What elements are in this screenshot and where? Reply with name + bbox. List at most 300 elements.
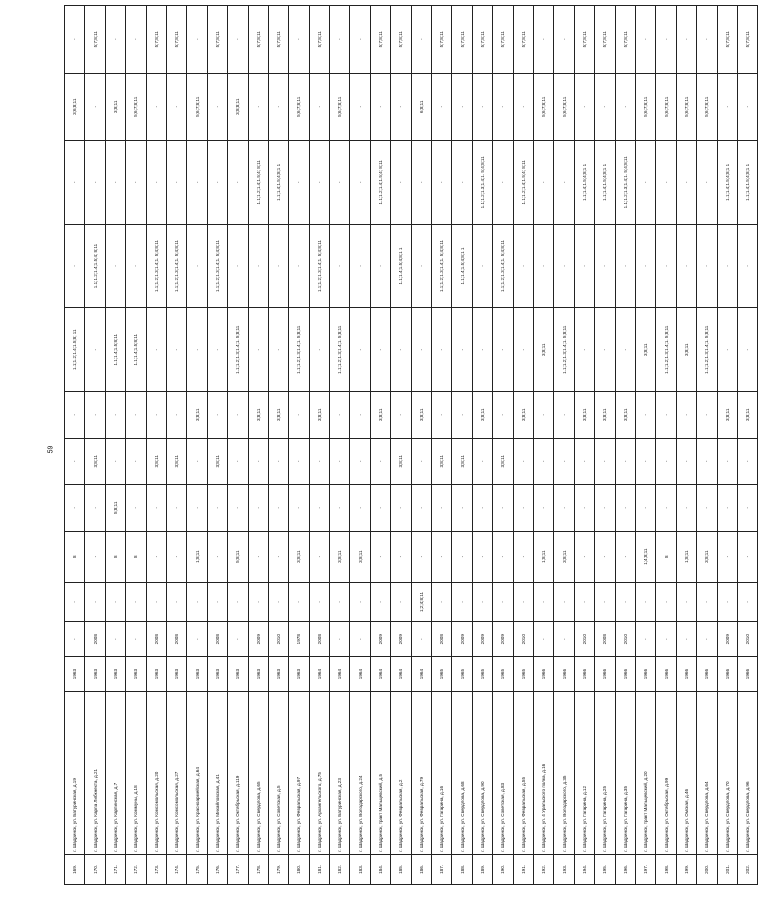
value-cell: - (309, 582, 329, 622)
row-number-cell: 192. (533, 854, 553, 884)
value-cell: - (65, 224, 85, 308)
value-cell: - (513, 308, 533, 392)
value-cell: - (330, 224, 350, 308)
value-cell: - (166, 485, 186, 532)
value-cell: - (635, 582, 655, 622)
address-cell: г. Шадринск, ул. Октябрьская, д.99 (656, 692, 676, 855)
value-cell: 1966 (554, 657, 574, 692)
value-cell: - (248, 531, 268, 582)
value-cell: - (432, 485, 452, 532)
row-number-cell: 180. (289, 854, 309, 884)
value-cell: - (452, 485, 472, 532)
value-cell: 2009 (452, 622, 472, 657)
row-number-cell: 188. (452, 854, 472, 884)
row-number-cell: 171. (105, 854, 125, 884)
address-cell: г. Шадринск, ул. Батуринская, д.19 (65, 692, 85, 855)
value-cell: 1.1;1.4;1.5;4;8;1 1 (268, 140, 288, 224)
address-cell: г. Шадринск, ул. Карпинская, д.7 (105, 692, 125, 855)
row-number-cell: 194. (574, 854, 594, 884)
value-cell: 1963 (289, 657, 309, 692)
value-cell: - (350, 485, 370, 532)
row-number-cell: 175. (187, 854, 207, 884)
table-row (574, 6, 594, 885)
value-cell: - (309, 73, 329, 140)
value-cell: - (207, 582, 227, 622)
value-cell: - (370, 438, 390, 485)
value-cell: - (697, 224, 717, 308)
value-cell: 5;7;8;11 (268, 6, 288, 74)
address-cell: г. Шадринск, ул. Омская, д.46 (676, 692, 696, 855)
row-number-cell: 197. (635, 854, 655, 884)
value-cell: - (146, 308, 166, 392)
value-cell: 3;8;11 (513, 392, 533, 439)
value-cell: 3;8;11 (472, 392, 492, 439)
value-cell: - (126, 582, 146, 622)
value-cell: - (309, 531, 329, 582)
value-cell: - (65, 392, 85, 439)
row-number-cell: 198. (656, 854, 676, 884)
value-cell: - (126, 485, 146, 532)
table-row (187, 6, 207, 885)
value-cell: - (452, 392, 472, 439)
row-number-cell: 193. (554, 854, 574, 884)
value-cell: - (737, 582, 757, 622)
address-cell: г. Шадринск, ул. Октябрьская, д.119 (228, 692, 248, 855)
value-cell: - (391, 485, 411, 532)
value-cell: - (737, 438, 757, 485)
value-cell: 2008 (432, 622, 452, 657)
value-cell: - (268, 308, 288, 392)
value-cell: - (493, 140, 513, 224)
table-row (615, 6, 635, 885)
value-cell: - (166, 308, 186, 392)
value-cell: - (207, 308, 227, 392)
value-cell: - (635, 6, 655, 74)
address-cell: г. Шадринск, ул. Февральская, д.55 (513, 692, 533, 855)
value-cell: 2009 (717, 622, 737, 657)
value-cell: 2010 (615, 622, 635, 657)
value-cell: - (146, 485, 166, 532)
row-number-cell: 170. (85, 854, 105, 884)
value-cell: - (554, 6, 574, 74)
value-cell: - (717, 582, 737, 622)
value-cell: - (105, 140, 125, 224)
value-cell: - (187, 438, 207, 485)
row-number-cell: 196. (615, 854, 635, 884)
table-row (207, 6, 227, 885)
value-cell: - (656, 392, 676, 439)
value-cell: 1964 (350, 657, 370, 692)
value-cell: 1963 (166, 657, 186, 692)
value-cell: - (248, 308, 268, 392)
value-cell: - (472, 438, 492, 485)
value-cell: - (717, 438, 737, 485)
value-cell: 1.1;1.2;1.3;1.4;1. 5;4;8;11 (472, 140, 492, 224)
value-cell: - (411, 531, 431, 582)
value-cell: - (574, 531, 594, 582)
value-cell: - (146, 582, 166, 622)
table-row (350, 6, 370, 885)
value-cell: 2010 (574, 622, 594, 657)
value-cell: - (472, 485, 492, 532)
value-cell: 1.1;1.4;1.5;8;11 (126, 308, 146, 392)
value-cell: - (85, 582, 105, 622)
value-cell: 5;6;7;8;11 (289, 73, 309, 140)
value-cell: - (452, 582, 472, 622)
value-cell: 8 (656, 531, 676, 582)
value-cell: - (228, 582, 248, 622)
value-cell: - (330, 582, 350, 622)
value-cell: - (207, 73, 227, 140)
address-cell: г. Шадринск, ул. Володарского, д.35 (554, 692, 574, 855)
value-cell: - (166, 582, 186, 622)
value-cell: - (105, 224, 125, 308)
value-cell: - (452, 308, 472, 392)
value-cell: - (717, 308, 737, 392)
value-cell: 2010 (268, 622, 288, 657)
value-cell: - (493, 531, 513, 582)
address-cell: г. Шадринск, ул. Свердлова, д.96 (737, 692, 757, 855)
value-cell: 1.1;1.2;1.3;1.4;1. 5;8;11 (228, 308, 248, 392)
value-cell: - (248, 485, 268, 532)
table-row (554, 6, 574, 885)
value-cell: - (268, 438, 288, 485)
value-cell: 3;8;11 (350, 531, 370, 582)
value-cell: - (411, 140, 431, 224)
value-cell: - (309, 308, 329, 392)
value-cell: - (391, 308, 411, 392)
address-cell: г. Шадринск, ул. Комсомольская, д.27 (166, 692, 186, 855)
value-cell: - (330, 438, 350, 485)
value-cell: - (65, 622, 85, 657)
value-cell: 1.1;1.4;1.5;4;8;1 1 (391, 224, 411, 308)
value-cell: - (187, 308, 207, 392)
value-cell: - (207, 392, 227, 439)
value-cell: 5;7;8;11 (717, 6, 737, 74)
row-number-cell: 177. (228, 854, 248, 884)
value-cell: - (85, 485, 105, 532)
value-cell: - (676, 140, 696, 224)
value-cell: 1.1;1.4;1.5;4;8;1 1 (452, 224, 472, 308)
table-row (432, 6, 452, 885)
value-cell: 1.1;1.2;1.4;1.5;4; 8;11 (85, 224, 105, 308)
value-cell: - (676, 582, 696, 622)
value-cell: 3;8;11 (105, 73, 125, 140)
value-cell: 1966 (635, 657, 655, 692)
value-cell: - (717, 73, 737, 140)
table-row (513, 6, 533, 885)
value-cell: - (289, 438, 309, 485)
value-cell: - (513, 438, 533, 485)
value-cell: 2010 (737, 622, 757, 657)
value-cell: 1965 (472, 657, 492, 692)
value-cell: - (493, 392, 513, 439)
address-cell: г. Шадринск, ул. Февральская, д.97 (289, 692, 309, 855)
value-cell: 1;8;11 (676, 531, 696, 582)
value-cell: - (432, 140, 452, 224)
value-cell: - (635, 392, 655, 439)
address-cell: г. Шадринск, ул. Коммуны, д.18 (126, 692, 146, 855)
row-number-cell: 174. (166, 854, 186, 884)
table-row (248, 6, 268, 885)
value-cell: 1966 (697, 657, 717, 692)
table-row (65, 6, 85, 885)
value-cell: - (533, 140, 553, 224)
value-cell: - (615, 308, 635, 392)
table-row (105, 6, 125, 885)
value-cell: 1.1;1.2;1.4;1.5;4; 8;11 (513, 140, 533, 224)
row-number-cell: 184. (370, 854, 390, 884)
address-cell: г. Шадринск, ул. Батуринская, д.23 (330, 692, 350, 855)
value-cell: 3;8;11 (595, 392, 615, 439)
value-cell: - (309, 485, 329, 532)
value-cell: - (737, 224, 757, 308)
value-cell: - (595, 582, 615, 622)
table-row (452, 6, 472, 885)
value-cell: 8 (126, 531, 146, 582)
row-number-cell: 199. (676, 854, 696, 884)
value-cell: - (554, 485, 574, 532)
value-cell: 6;8;11 (411, 73, 431, 140)
value-cell: - (533, 224, 553, 308)
value-cell: - (615, 224, 635, 308)
value-cell: - (248, 438, 268, 485)
address-cell: г. Шадринск, ул. Красноармейская, д.64 (187, 692, 207, 855)
value-cell: - (268, 485, 288, 532)
value-cell: - (615, 438, 635, 485)
value-cell: - (391, 73, 411, 140)
value-cell: 3;8;11 (166, 438, 186, 485)
row-number-cell: 169. (65, 854, 85, 884)
value-cell: - (228, 6, 248, 74)
housing-repair-table (64, 5, 758, 885)
value-cell: 1964 (370, 657, 390, 692)
value-cell: 1963 (126, 657, 146, 692)
value-cell: 5;7;8;11 (595, 6, 615, 74)
value-cell: - (533, 6, 553, 74)
value-cell: - (391, 140, 411, 224)
table-body (65, 6, 758, 885)
value-cell: - (350, 622, 370, 657)
value-cell: 3;8;11 (615, 392, 635, 439)
value-cell: 1;8;11 (187, 531, 207, 582)
value-cell: - (146, 140, 166, 224)
value-cell: - (289, 582, 309, 622)
value-cell: 3;8;11 (391, 438, 411, 485)
value-cell: - (350, 582, 370, 622)
value-cell: 2009 (248, 622, 268, 657)
value-cell: - (676, 392, 696, 439)
value-cell: - (554, 392, 574, 439)
value-cell: - (676, 438, 696, 485)
value-cell: - (187, 582, 207, 622)
address-cell: г. Шадринск, ул. Советская, д.5 (268, 692, 288, 855)
value-cell: - (717, 224, 737, 308)
value-cell: - (105, 6, 125, 74)
value-cell: - (615, 73, 635, 140)
value-cell: - (105, 582, 125, 622)
value-cell: - (737, 531, 757, 582)
value-cell: 1966 (737, 657, 757, 692)
value-cell: 5;7;8;11 (432, 6, 452, 74)
address-cell: г. Шадринск, ул. 4 Уральского полка, д.16 (533, 692, 553, 855)
table-row (697, 6, 717, 885)
value-cell: 1.1;1.2;1.3;1.4;1. 5;4;8;11 (432, 224, 452, 308)
value-cell: - (737, 485, 757, 532)
value-cell: 1.1;1.2;1.3;1.4;1. 5;4;8;11 (493, 224, 513, 308)
value-cell: - (350, 73, 370, 140)
address-cell: г. Шадринск, тракт Мальцевский, д.5 (370, 692, 390, 855)
value-cell: 1.1;1.2;1.4;1.5;4; 8;11 (370, 140, 390, 224)
value-cell: - (533, 392, 553, 439)
value-cell: 1963 (105, 657, 125, 692)
value-cell: - (187, 485, 207, 532)
value-cell: - (289, 485, 309, 532)
value-cell: - (85, 531, 105, 582)
value-cell: - (697, 392, 717, 439)
value-cell: 3;8;11 (146, 438, 166, 485)
row-number-cell: 200. (697, 854, 717, 884)
value-cell: - (146, 392, 166, 439)
value-cell: - (737, 308, 757, 392)
value-cell: 1.1;1.4;1.5;8;11 (105, 308, 125, 392)
value-cell: 3;8;11 (309, 392, 329, 439)
value-cell: 1.1;1.2;1.3;1.4;1. 5;8;11 (554, 308, 574, 392)
value-cell: - (615, 531, 635, 582)
value-cell: 5;7;8;11 (370, 6, 390, 74)
value-cell: 5;7;8;11 (452, 6, 472, 74)
value-cell: - (370, 308, 390, 392)
value-cell: 5;7;8;11 (574, 6, 594, 74)
value-cell: 2010 (513, 622, 533, 657)
address-cell: г. Шадринск, ул. Гагарина, д.35 (615, 692, 635, 855)
value-cell: - (309, 438, 329, 485)
table-row (493, 6, 513, 885)
value-cell: 3;8;11 (370, 392, 390, 439)
value-cell: - (513, 582, 533, 622)
value-cell: 1966 (676, 657, 696, 692)
value-cell: - (126, 140, 146, 224)
value-cell: 1.1;1.2;1.3;1.4;1. 5;4;8;11 (207, 224, 227, 308)
value-cell: 5;6;7;8;11 (676, 73, 696, 140)
value-cell: 3;8;11 (207, 438, 227, 485)
value-cell: - (656, 438, 676, 485)
address-cell: г. Шадринск, ул. Гагарина, д.16 (432, 692, 452, 855)
value-cell: - (391, 392, 411, 439)
value-cell: 2009 (370, 622, 390, 657)
value-cell: 1.1;1.2;1.3;1.4;1. 5;4;8;11 (615, 140, 635, 224)
value-cell: - (533, 438, 553, 485)
value-cell: 2008 (85, 622, 105, 657)
row-number-cell: 178. (248, 854, 268, 884)
value-cell: 1963 (228, 657, 248, 692)
row-number-cell: 173. (146, 854, 166, 884)
value-cell: - (228, 622, 248, 657)
value-cell: 1966 (717, 657, 737, 692)
value-cell: - (65, 438, 85, 485)
value-cell: - (513, 73, 533, 140)
value-cell: 1966 (574, 657, 594, 692)
value-cell: - (656, 622, 676, 657)
table-row (656, 6, 676, 885)
value-cell: - (411, 224, 431, 308)
value-cell: - (330, 140, 350, 224)
value-cell: - (656, 224, 676, 308)
value-cell: - (635, 224, 655, 308)
value-cell: - (166, 140, 186, 224)
value-cell: - (737, 73, 757, 140)
address-cell: г. Шадринск, ул. Свердлова, д.65 (248, 692, 268, 855)
address-cell: г. Шадринск, ул. Михайловская, д.41 (207, 692, 227, 855)
value-cell: - (289, 392, 309, 439)
value-cell: 5;6;7;8;11 (635, 73, 655, 140)
value-cell: - (330, 6, 350, 74)
value-cell: - (126, 438, 146, 485)
value-cell: - (146, 531, 166, 582)
value-cell: - (350, 438, 370, 485)
value-cell: - (248, 582, 268, 622)
value-cell: - (411, 6, 431, 74)
address-cell: г. Шадринск, ул. Володарского, д.24 (350, 692, 370, 855)
value-cell: - (697, 140, 717, 224)
table-row (126, 6, 146, 885)
value-cell: 3;8;11 (432, 438, 452, 485)
value-cell: 1963 (85, 657, 105, 692)
value-cell: - (370, 73, 390, 140)
value-cell: 1978 (289, 622, 309, 657)
value-cell: 1964 (411, 657, 431, 692)
row-number-cell: 187. (432, 854, 452, 884)
value-cell: 3;8;11 (574, 392, 594, 439)
value-cell: - (370, 582, 390, 622)
value-cell: 5;6;7;8;11 (187, 73, 207, 140)
rotated-table-container (64, 0, 751, 905)
value-cell: - (330, 392, 350, 439)
value-cell: - (228, 485, 248, 532)
value-cell: 5;8;11 (228, 531, 248, 582)
value-cell: 2008 (146, 622, 166, 657)
value-cell: - (513, 485, 533, 532)
value-cell: - (85, 308, 105, 392)
value-cell: 3;6;8;11 (65, 73, 85, 140)
value-cell: - (187, 224, 207, 308)
value-cell: - (635, 140, 655, 224)
value-cell: - (350, 224, 370, 308)
value-cell: - (166, 73, 186, 140)
value-cell: 3;8;11 (452, 438, 472, 485)
value-cell: - (452, 531, 472, 582)
value-cell: - (85, 392, 105, 439)
value-cell: 1966 (615, 657, 635, 692)
value-cell: - (595, 308, 615, 392)
value-cell: 3;8;11 (533, 308, 553, 392)
value-cell: - (554, 622, 574, 657)
value-cell: - (350, 392, 370, 439)
value-cell: - (493, 582, 513, 622)
value-cell: 2009 (493, 622, 513, 657)
value-cell: 1965 (493, 657, 513, 692)
address-cell: г. Шадринск, ул. Февральская, д.2 (391, 692, 411, 855)
value-cell: 3;8;11 (85, 438, 105, 485)
value-cell: 5;7;8;11 (207, 6, 227, 74)
value-cell: 2009 (472, 622, 492, 657)
table-row (717, 6, 737, 885)
value-cell: - (472, 308, 492, 392)
value-cell: - (207, 140, 227, 224)
address-cell: г. Шадринск, ул. Гагарина, д.25 (595, 692, 615, 855)
value-cell: 1;8;11 (533, 531, 553, 582)
value-cell: - (554, 224, 574, 308)
